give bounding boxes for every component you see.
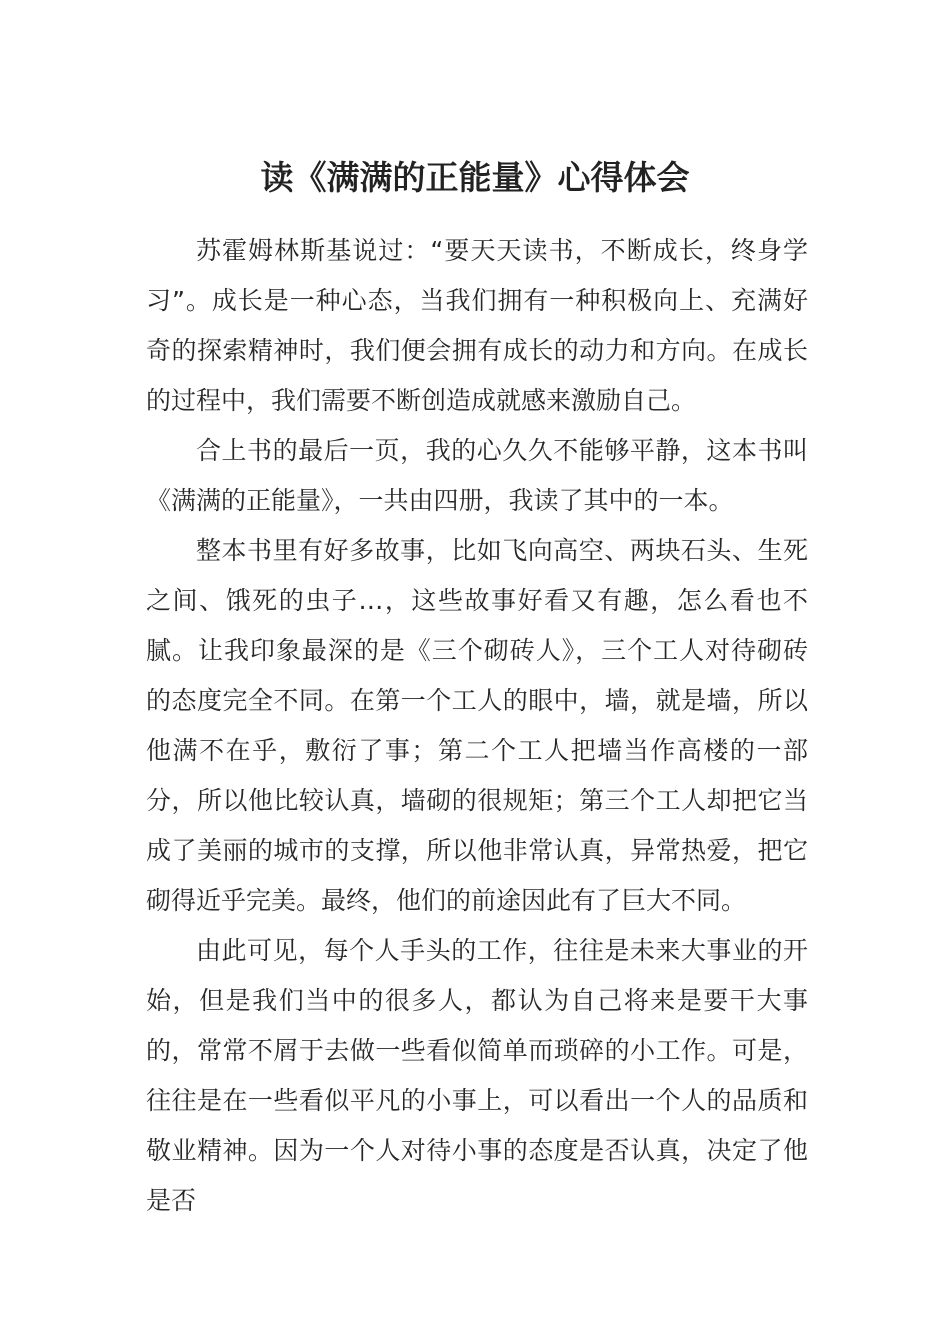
paragraph-4: 由此可见，每个人手头的工作，往往是未来大事业的开始，但是我们当中的很多人，都认为自己将来是要干大事的，常常不屑于去做一些看似简单而琐碎的小工作。可是，往往是在一些看似平凡的小事上，可以看出一个人的品质和敬业精神。因为一个人对待小事的态度是否认真，决定了他是否: [146, 936, 808, 1215]
paragraph-3: 整本书里有好多故事，比如飞向高空、两块石头、生死之间、饿死的虫子…，这些故事好看又有趣，怎么看也不腻。让我印象最深的是《三个砌砖人》，三个工人对待砌砖的态度完全不同。在第一个工人的眼中，墙，就是墙，所以他满不在乎，敷衍了事；第二个工人把墙当作高楼的一部分，所以他比较认真，墙砌的很规矩；第三个工人却把它当成了美丽的城市的支撑，所以他非常认真，异常热爱，把它砌得近乎完美。最终，他们的前途因此有了巨大不同。: [146, 536, 808, 915]
paragraph-1: 苏霍姆林斯基说过：“要天天读书，不断成长，终身学习”。成长是一种心态，当我们拥有一种积极向上、充满好奇的探索精神时，我们便会拥有成长的动力和方向。在成长的过程中，我们需要不断创造成就感来激励自己。: [146, 236, 808, 415]
document-body: [146, 226, 808, 1226]
paragraph-2: 合上书的最后一页，我的心久久不能够平静，这本书叫《满满的正能量》，一共由四册，我读了其中的一本。: [146, 436, 808, 515]
document-title: 读《满满的正能量》心得体会: [260, 158, 690, 197]
